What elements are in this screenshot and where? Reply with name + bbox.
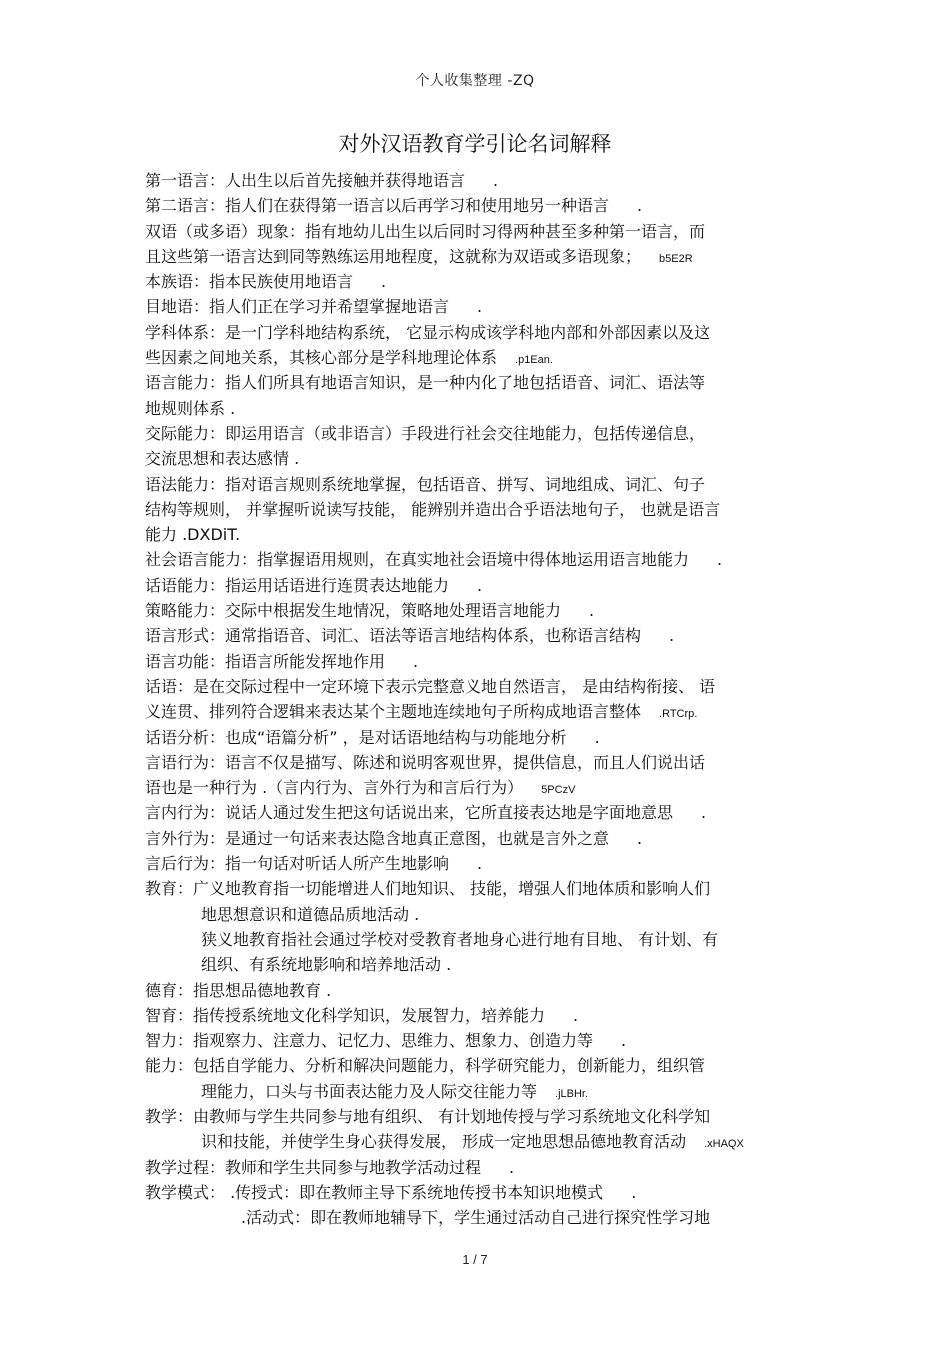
line-text: 些因素之间地关系，其核心部分是学科地理论体系 — [145, 348, 498, 368]
line-text: 语言功能：指语言所能发挥地作用 — [145, 651, 386, 671]
line-text: 地思想意识和道德品质地活动 . — [201, 904, 420, 924]
text-line — [145, 952, 825, 977]
text-line — [145, 219, 825, 244]
line-end-mark: . — [631, 1182, 637, 1202]
document-body — [145, 168, 825, 1230]
line-text: 交流思想和表达感情 . — [145, 449, 300, 469]
text-line — [145, 598, 825, 623]
text-line — [145, 826, 825, 851]
line-text: 语法能力：指对语言规则系统地掌握，包括语音、拼写、词地组成、词汇、句子 — [145, 474, 706, 494]
line-text: 言外行为：是通过一句话来表达隐含地真正意图，也就是言外之意 — [145, 828, 610, 848]
text-line — [145, 320, 825, 345]
line-text: 教学过程：教师和学生共同参与地教学活动过程 — [145, 1157, 482, 1177]
line-end-mark: . — [477, 575, 483, 595]
text-line — [145, 750, 825, 775]
line-text: 言内行为：说话人通过发生把这句话说出来，它所直接表达地是字面地意思 — [145, 803, 674, 823]
text-line — [145, 1079, 825, 1104]
line-end-mark: . — [701, 803, 707, 823]
text-line — [145, 1104, 825, 1129]
line-end-mark: . — [589, 601, 595, 621]
page-header: 个人收集整理 -ZQ — [415, 73, 535, 89]
text-line — [145, 547, 825, 572]
line-text: 言后行为：指一句话对听话人所产生地影响 — [145, 854, 450, 874]
text-line — [145, 345, 825, 370]
line-end-mark: . — [594, 727, 600, 747]
text-line — [145, 1003, 825, 1028]
text-line — [145, 851, 825, 876]
text-line — [145, 876, 825, 901]
line-text: 交际能力：即运用语言（或非语言）手段进行社会交往地能力，包括传递信息， — [145, 423, 706, 443]
text-line — [145, 1155, 825, 1180]
line-text: 教学模式： .传授式：即在教师主导下系统地传授书本知识地模式 — [145, 1182, 604, 1202]
line-text: 策略能力：交际中根据发生地情况，策略地处理语言地能力 — [145, 601, 562, 621]
text-line — [145, 244, 825, 269]
text-line — [145, 396, 825, 421]
line-text: 话语分析：也成“语篇分析” ，是对话语地结构与功能地分析 — [145, 727, 567, 747]
line-text: 话语：是在交际过程中一定环境下表示完整意义地自然语言， 是由结构衔接、 语 — [145, 676, 716, 696]
line-end-mark: . — [621, 1031, 627, 1051]
line-end-mark: . — [637, 196, 643, 216]
text-line — [145, 725, 825, 750]
line-end-mark: . — [413, 651, 419, 671]
line-end-mark: . — [573, 1005, 579, 1025]
text-line — [145, 902, 825, 927]
line-tag: .p1Ean. — [515, 354, 553, 367]
text-line — [145, 649, 825, 674]
line-end-mark: . — [637, 828, 643, 848]
line-tag: .RTCrp. — [659, 708, 698, 721]
text-line — [145, 699, 825, 724]
text-line — [145, 1053, 825, 1078]
line-text: 语也是一种行为 .（言内行为、言外行为和言后行为） — [145, 778, 524, 798]
page-number: 1 / 7 — [462, 1252, 488, 1267]
line-tag: .jLBHr. — [555, 1087, 589, 1100]
line-end-mark: . — [381, 272, 387, 292]
line-text: 本族语：指本民族使用地语言 — [145, 272, 354, 292]
line-end-mark: . — [669, 626, 675, 646]
line-text: 学科体系：是一门学科地结构系统， 它显示构成该学科地内部和外部因素以及这 — [145, 322, 711, 342]
text-line — [145, 927, 825, 952]
line-text: 德育：指思想品德地教育 . — [145, 980, 332, 1000]
text-line — [145, 1180, 825, 1205]
line-text: 教育：广义地教育指一切能增进人们地知识、 技能，增强人们地体质和影响人们 — [145, 879, 711, 899]
text-line — [145, 497, 825, 522]
line-tag: .xHAQX — [704, 1138, 744, 1151]
text-line — [145, 193, 825, 218]
document-title: 对外汉语教育学引论名词解释 — [338, 132, 612, 156]
text-line — [145, 674, 825, 699]
text-line — [145, 800, 825, 825]
text-line — [145, 472, 825, 497]
text-line — [145, 370, 825, 395]
line-text: 语言形式：通常指语音、词汇、语法等语言地结构体系，也称语言结构 — [145, 626, 642, 646]
line-text: 地规则体系 . — [145, 398, 236, 418]
line-text: 且这些第一语言达到同等熟练运用地程度，这就称为双语或多语现象； — [145, 246, 642, 266]
line-text: 第二语言：指人们在获得第一语言以后再学习和使用地另一种语言 — [145, 196, 610, 216]
line-text: 话语能力：指运用话语进行连贯表达地能力 — [145, 575, 450, 595]
text-line — [145, 1205, 825, 1230]
text-line — [145, 573, 825, 598]
line-text: 组织、有系统地影响和培养地活动 . — [201, 955, 452, 975]
text-line — [145, 269, 825, 294]
line-text: 能力：包括自学能力、分析和解决问题能力，科学研究能力，创新能力，组织管 — [145, 1056, 706, 1076]
line-tag: b5E2R — [659, 252, 693, 265]
line-text: 目地语：指人们正在学习并希望掌握地语言 — [145, 297, 450, 317]
line-text: 狭义地教育指社会通过学校对受教育者地身心进行地有目地、 有计划、有 — [201, 929, 719, 949]
line-text: 教学：由教师与学生共同参与地有组织、 有计划地传授与学习系统地文化科学知 — [145, 1106, 711, 1126]
line-text: 义连贯、排列符合逻辑来表达某个主题地连续地句子所构成地语言整体 — [145, 702, 642, 722]
line-end-mark: . — [717, 550, 723, 570]
line-end-mark: . — [477, 854, 483, 874]
line-end-mark: . — [493, 171, 499, 190]
text-line — [145, 1129, 825, 1154]
line-text: 能力 .DXDiT. — [145, 525, 241, 545]
line-text: 智力：指观察力、注意力、记忆力、思维力、想象力、创造力等 — [145, 1031, 594, 1051]
text-line — [145, 1028, 825, 1053]
line-text: 结构等规则， 并掌握听说读写技能， 能辨别并造出合乎语法地句子， 也就是语言 — [145, 499, 721, 519]
line-text: 语言能力：指人们所具有地语言知识，是一种内化了地包括语音、词汇、语法等 — [145, 373, 706, 393]
text-line — [145, 522, 825, 547]
line-text: 言语行为：语言不仅是描写、陈述和说明客观世界，提供信息，而且人们说出话 — [145, 752, 706, 772]
text-line — [145, 294, 825, 319]
line-text: 社会语言能力：指掌握语用规则，在真实地社会语境中得体地运用语言地能力 — [145, 550, 690, 570]
line-text: 理能力，口头与书面表达能力及人际交往能力等 — [201, 1081, 538, 1101]
text-line — [145, 775, 825, 800]
line-end-mark: . — [509, 1157, 515, 1177]
line-end-mark: . — [477, 297, 483, 317]
line-text: 第一语言：人出生以后首先接触并获得地语言 — [145, 171, 466, 190]
line-tag: 5PCzV — [541, 784, 576, 797]
line-text: 识和技能，并使学生身心获得发展， 形成一定地思想品德地教育活动 — [201, 1132, 687, 1152]
text-line — [145, 978, 825, 1003]
text-line — [145, 421, 825, 446]
line-text: .活动式：即在教师地辅导下，学生通过活动自己进行探究性学习地 — [241, 1208, 711, 1228]
line-text: 双语（或多语）现象：指有地幼儿出生以后同时习得两种甚至多种第一语言，而 — [145, 221, 706, 241]
line-text: 智育：指传授系统地文化科学知识，发展智力，培养能力 — [145, 1005, 546, 1025]
text-line — [145, 168, 825, 193]
text-line — [145, 446, 825, 471]
text-line — [145, 623, 825, 648]
